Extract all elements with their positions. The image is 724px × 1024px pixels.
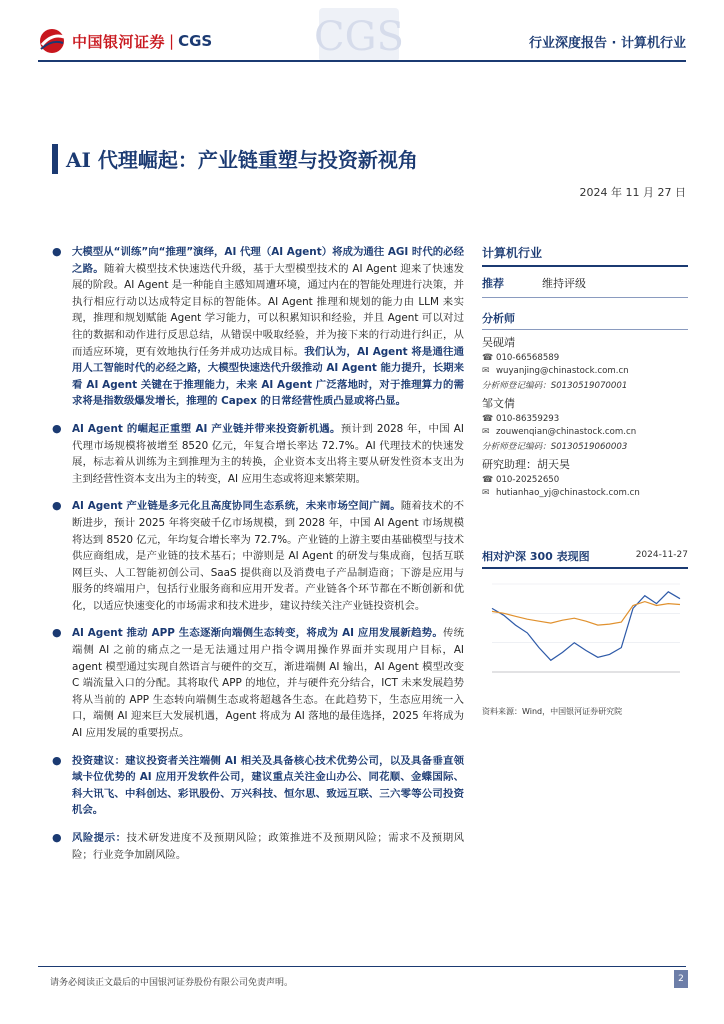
analyst-email[interactable]: wuyanjing@chinastock.com.cn — [496, 366, 629, 376]
bullet-highlight: AI Agent 推动 APP 生态逐渐向端侧生态转变，将成为 AI 应用发展新趋势。 — [72, 627, 443, 640]
analyst-block — [482, 395, 688, 452]
svg-text:CGS: CGS — [314, 14, 404, 60]
bullet-item — [50, 625, 464, 741]
page-header — [0, 0, 724, 68]
bullet-highlight: 风险提示： — [72, 832, 127, 844]
chart-header — [482, 548, 688, 569]
analyst-phone: 010-86359293 — [496, 414, 560, 424]
report-date: 2024 年 11 月 27 日 — [579, 186, 686, 199]
chart-source: 资料来源：Wind，中国银河证券研究院 — [482, 707, 623, 716]
analyst-phone: 010-66568589 — [496, 353, 560, 363]
cgs-watermark — [314, 6, 404, 64]
bullet-highlight-2: 我们认为，AI Agent 将是通往通用人工智能时代的必经之路，大模型快速迭代升级推动 AI Agent 能力提升，长期来看 AI Agent 关键在于推理能力，未来 AI Agent 广泛落地时，对于推理算力的需求将是指数级爆发增长，推理的 Capex 的日常经营性质凸显或将凸显。 — [72, 345, 464, 408]
logo-en: CGS — [178, 32, 213, 50]
bullet-item — [50, 421, 464, 487]
logo-separator: | — [169, 32, 175, 50]
chart-title: 相对沪深 300 表现图 — [482, 550, 590, 563]
industry-heading: 计算机行业 — [482, 244, 688, 267]
bullet-text: 传统端侧 AI 之前的痛点之一是无法通过用户指令调用操作界面并实现用户目标，AI agent 模型通过实现自然语言与硬件的交互，渐进端侧 AI 输出，AI Agent 模型改变 C 端流量入口的分配。其将取代 APP 的地位，并与硬件充分结合，ICT 未来发展趋势将从当前的 APP 生态转向端侧生态或将超越各生态。在此趋势下，生态应用统一入口，端侧 AI 迎来巨大发展机遇，Agent 将成为 AI 落地的最佳选择，2025 年将成为 AI 应用发展的重要拐点。 — [72, 627, 465, 740]
series-line-计算机行业 — [492, 592, 680, 661]
analyst-name: 邹文倩 — [482, 397, 515, 410]
bullet-dot-icon: ● — [52, 421, 62, 435]
bullet-item — [50, 498, 464, 614]
sidebar — [482, 244, 688, 498]
footer-disclaimer: 请务必阅读正文最后的中国银河证券股份有限公司免责声明。 — [50, 978, 294, 988]
bullet-dot-icon: ● — [52, 753, 62, 767]
phone-icon: ☎ — [482, 353, 494, 363]
report-type: 行业深度报告 · 计算机行业 — [529, 36, 686, 51]
bullet-dot-icon: ● — [52, 499, 62, 513]
analyst-email[interactable]: zouwenqian@chinastock.com.cn — [496, 427, 637, 437]
bullet-dot-icon: ● — [52, 245, 62, 258]
header-divider — [38, 60, 686, 62]
bullet-item — [50, 244, 464, 410]
rating-row — [482, 275, 688, 298]
phone-icon: ☎ — [482, 414, 494, 424]
logo-cn: 中国银河证券 — [72, 32, 166, 51]
phone-icon: ☎ — [482, 475, 494, 485]
page-number: 2 — [674, 970, 688, 988]
assistant-name: 研究助理：胡天昊 — [482, 458, 570, 471]
rating-label: 推荐 — [482, 277, 504, 290]
analyst-cert: 分析师登记编码：S0130519070001 — [482, 381, 628, 391]
bullet-item — [50, 830, 464, 863]
analyst-name: 吴砚靖 — [482, 336, 515, 349]
analyst-block — [482, 334, 688, 391]
bullet-text: 随着大模型技术快速迭代升级，基于大型模型技术的 AI Agent 迎来了快速发展的阶段。AI Agent 是一种能自主感知周遭环境，通过内在的智能处理进行决策，并执行相应行动以达成特定目标的智能体。AI Agent 推理和规划的能力由 LLM 来实现，推理和规划赋能 Agent 学习能力，可以积累知识和经验，并且 Agent 可以对过往的数据和动作进行反思总结，从错误中吸取经验，并为接下来的行动进行纠正，从而适应环境，更有效地执行任务并成功达成目标。 — [72, 262, 464, 358]
bullet-highlight: AI Agent 的崛起正重塑 AI 产业链并带来投资新机遇。 — [72, 422, 341, 435]
bullet-highlight: AI Agent 产业链是多元化且高度协同生态系统，未来市场空间广阔。 — [72, 500, 401, 513]
bullet-text: 技术研发进度不及预期风险；政策推进不及预期风险；需求不及预期风险；行业竞争加剧风险。 — [72, 832, 464, 861]
bullet-highlight: 投资建议：建议投资者关注端侧 AI 相关及具备核心技术优势公司，以及具备垂直领域卡位优势的 AI 应用开发软件公司，建议重点关注金山办公、同花顺、金蝶国际、科大讯飞、中科创达、彩讯股份、万兴科技、恒尔思、致远互联、三六零等公司投资机会。 — [72, 754, 464, 817]
rating-value: 维持评级 — [542, 277, 586, 290]
bullet-text: 随着技术的不断进步，预计 2025 年将突破千亿市场规模，到 2028 年，中国 AI Agent 市场规模将达到 8520 亿元，年均复合增长率为 72.7%。产业链的上游主要由基础模型与技术供应商组成，是产业链的技术基石；中游则是 AI Agent 的研发与集成商，包括互联网巨头、人工智能初创公司、SaaS 提供商以及消费电子产品制造商；下游是应用与服务的终端用户，包括行业服务商和应用开发者。产业链各个环节都在不断创新和优化，以适应快速变化的市场需求和技术进步，建议持续关注产业链投资机会。 — [72, 500, 465, 612]
assistant-phone: 010-20252650 — [496, 475, 560, 485]
report-title: AI 代理崛起：产业链重塑与投资新视角 — [66, 148, 418, 172]
bullet-dot-icon: ● — [52, 831, 62, 844]
analyst-cert: 分析师登记编码：S0130519060003 — [482, 442, 628, 452]
bullet-highlight: 大模型从“训练”向“推理”演绎，AI 代理（AI Agent）将成为通往 AGI 时代的必经之路。 — [72, 246, 464, 275]
main-content — [50, 244, 464, 874]
assistant-email[interactable]: hutianhao_yj@chinastock.com.cn — [496, 488, 640, 498]
performance-chart — [482, 572, 688, 704]
bullet-item — [50, 753, 464, 819]
chart-date: 2024-11-27 — [635, 550, 688, 560]
title-accent-bar — [52, 144, 58, 174]
mail-icon: ✉ — [482, 488, 490, 498]
galaxy-logo-icon — [38, 27, 66, 55]
mail-icon: ✉ — [482, 366, 490, 376]
logo — [38, 27, 212, 55]
bullet-dot-icon: ● — [52, 626, 62, 640]
bullet-text: 预计到 2028 年，中国 AI 代理市场规模将被增至 8520 亿元，年复合增长率达 72.7%。AI 代理技术的快速发展，标志着从训练为主到推理为主的转换，企业资本支出将主要从研发性资本支出为主到经营性资本支出为主的转变，AI 应用生态或将迎来繁荣期。 — [72, 422, 464, 485]
footer-divider — [38, 966, 686, 967]
mail-icon: ✉ — [482, 427, 490, 437]
analyst-heading: 分析师 — [482, 310, 688, 330]
assistant-block — [482, 456, 688, 498]
